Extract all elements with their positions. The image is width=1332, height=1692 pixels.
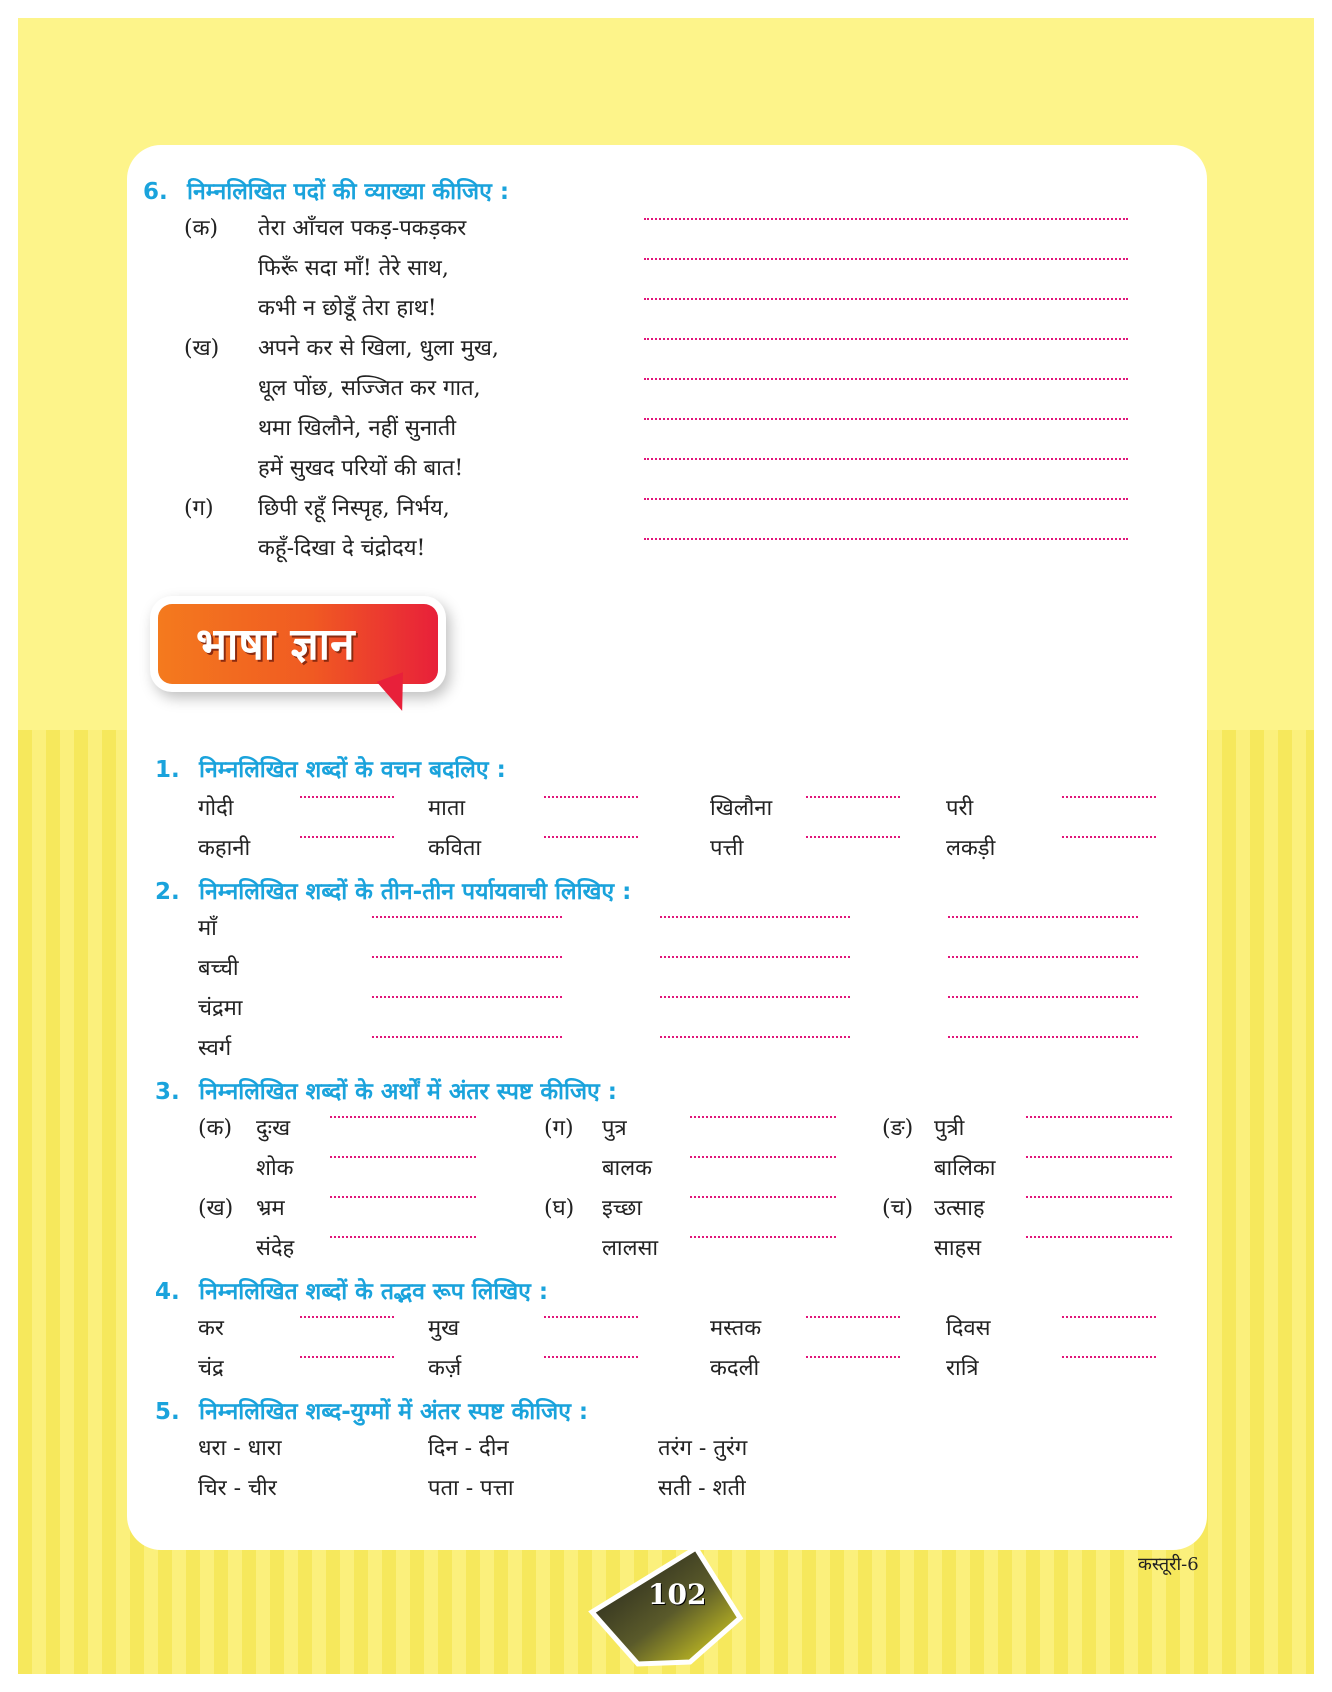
verse-line: थमा खिलौने, नहीं सुनाती [258,416,457,441]
marker: (क) [198,1116,233,1141]
question-title: निम्नलिखित शब्दों के अर्थों में अंतर स्पष्ट कीजिए : [199,1079,617,1105]
word-pair: चिर - चीर [198,1476,277,1501]
question-number: 6. [143,179,168,205]
question-title: निम्नलिखित शब्द-युग्मों में अंतर स्पष्ट कीजिए : [199,1399,589,1425]
verse-line: हमें सुखद परियों की बात! [258,456,464,481]
word: शोक [256,1156,294,1181]
word: मस्तक [710,1316,762,1341]
marker: (ङ) [882,1116,914,1141]
word: खिलौना [710,796,773,821]
word: बच्ची [198,956,239,981]
verse-line: छिपी रहूँ निस्पृह, निर्भय, [258,496,450,521]
question-title: निम्नलिखित पदों की व्याख्या कीजिए : [187,179,510,205]
word-pair: पता - पत्ता [428,1476,514,1501]
word: कविता [428,836,482,861]
book-name: कस्तूरी-6 [1138,1554,1199,1575]
verse-line: कभी न छोडूँ तेरा हाथ! [258,296,437,321]
verse-line: कहूँ-दिखा दे चंद्रोदय! [258,536,426,561]
word: उत्साह [934,1196,985,1221]
word-pair: धरा - धारा [198,1436,282,1461]
marker: (च) [882,1196,914,1221]
marker: (ख) [198,1196,234,1221]
word: बालिका [934,1156,996,1181]
question-number: 4. [155,1279,180,1305]
word: कर [198,1316,224,1341]
word: पत्ती [710,836,744,861]
word: माता [428,796,466,821]
word: कदली [710,1356,760,1381]
question-title: निम्नलिखित शब्दों के तीन-तीन पर्यायवाची लिखिए : [199,879,632,905]
word: दिवस [946,1316,991,1341]
word: भ्रम [256,1196,285,1221]
word-pair: दिन - दीन [428,1436,509,1461]
section-label: भाषा ज्ञान [196,619,355,670]
word: रात्रि [946,1356,979,1381]
word: चंद्र [198,1356,224,1381]
word: बालक [602,1156,653,1181]
question-number: 1. [155,757,180,783]
word: परी [946,796,974,821]
verse-line: धूल पोंछ, सज्जित कर गात, [258,376,481,401]
word: कर्ज़ [428,1356,462,1381]
word: गोदी [198,796,234,821]
word: पुत्र [602,1116,627,1141]
word: माँ [198,916,217,941]
word: इच्छा [602,1196,643,1221]
word: लकड़ी [946,836,996,861]
question-number: 3. [155,1079,180,1105]
word: दुःख [256,1116,291,1141]
question-title: निम्नलिखित शब्दों के वचन बदलिए : [199,757,506,783]
marker: (घ) [544,1196,575,1221]
marker-ga: (ग) [184,496,214,521]
page-number: 102 [648,1578,707,1611]
question-number: 2. [155,879,180,905]
verse-line: अपने कर से खिला, धुला मुख, [258,336,499,361]
question-number: 5. [155,1399,180,1425]
word: लालसा [602,1236,659,1261]
word-pair: सती - शती [658,1476,746,1501]
word: स्वर्ग [198,1036,232,1061]
verse-line: तेरा आँचल पकड़-पकड़कर [258,216,467,241]
word: संदेह [256,1236,295,1261]
question-title: निम्नलिखित शब्दों के तद्भव रूप लिखिए : [199,1279,549,1305]
word: कहानी [198,836,251,861]
word: साहस [934,1236,982,1261]
marker-kha: (ख) [184,336,220,361]
word-pair: तरंग - तुरंग [658,1436,748,1461]
marker: (ग) [544,1116,574,1141]
verse-line: फिरूँ सदा माँ! तेरे साथ, [258,256,449,281]
word: पुत्री [934,1116,965,1141]
marker-ka: (क) [184,216,219,241]
word: चंद्रमा [198,996,243,1021]
word: मुख [428,1316,460,1341]
